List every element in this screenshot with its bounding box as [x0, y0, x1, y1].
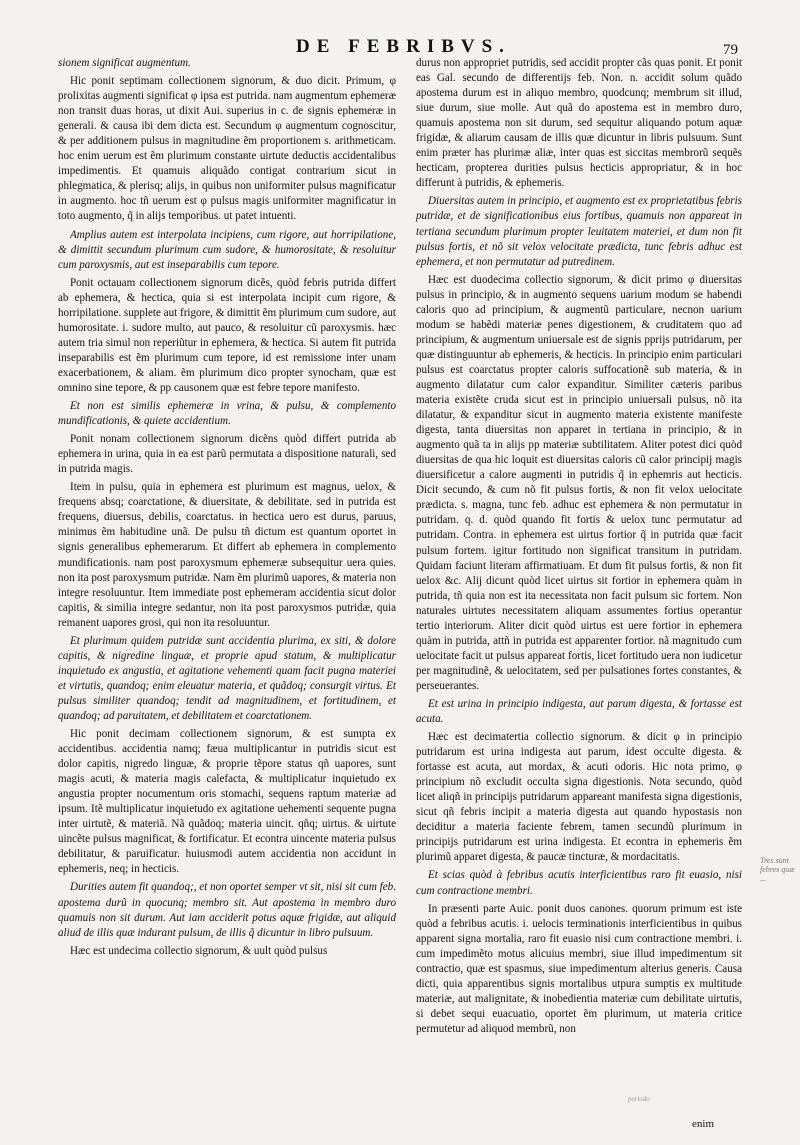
right-column	[416, 56, 742, 1040]
commentary-paragraph: Hic ponit septimam collectionem signorum, & duo dicit. Primum, φ prolixitas augmenti significat φ ipsa est putrida. nam augmentum ephemeræ non transit duas horas, ut dixit Aui. superius in c. de signis ephemeræ in generali. & causa ibi dem dicta est. Secundum φ augmentum cognoscitur, & per additionem pulsus in magnitudine ẽm proportionem s. arithmeticam. hoc enim uerum est ẽm plurimum constante uirtute deductis accidentalibus impedimentis. Et quamuis aliquãdo contigat contrarium sicut in phlegmatica, & plerisq; alijs, in quibus non uniformiter pulsus magnificatur in augmento. hoc tñ uerum est φ pulsus magis uniformiter magnificatur in toto augmento, q̃ in alijs temporibus. ut patet intuenti.	[58, 75, 396, 223]
avicenna-text-paragraph: Et est urina in principio indigesta, aut parum digesta, & fortasse est acuta.	[416, 697, 742, 726]
avicenna-text-paragraph: sionem significat augmentum.	[58, 57, 191, 69]
catchword: enim	[692, 1118, 714, 1130]
avicenna-text-paragraph: Diuersitas autem in principio, et augmento est ex proprietatibus febris putridæ, et de significationibus eius fortibus, quamuis non appareat in tertiana secundum plurimum propter leuitatem materiei, et dum non fit pulsus fortis, et nõ sit velox velocitate prædicta, tunc febris adhuc est ephemera, et non permutatur ad putredinem.	[416, 195, 742, 268]
avicenna-text-paragraph: Durities autem fit quandoq;, et non oportet semper vt sit, nisi sit cum feb. apostema durũ in quocunq; membro sit. Aut apostema in membro duro quamuis non sit durum. Aut iam acciderit potus aquæ frigidæ, aut aliquid aliud de illis quæ indurant pulsum, de illis q̃ dicuntur in libro pulsuum.	[58, 881, 396, 939]
commentary-paragraph: Item in pulsu, quia in ephemera est plurimum est magnus, uelox, & frequens absq; coarctatione, & diuersitate, & debilitate. sed in putrida est frequens, diuersus, debilis, coarctatus. in hectica uero est durus, paruus, minimus ẽm habitudine unã. De pulsu tñ dictum est quantum oportet in signis generalibus ephemerarum. Et differt ab ephemera in complemento mundificationis. nam post paroxysmum ephemeræ subsequitur uera quies. non ita post paroxysmum putridæ. Nam ẽm plurimũ uapores, & materia non integre resoluuntur. Item immediate post ephemeram accidentia sicut dolor capitis, & similia integre sedantur, non ita post paroxysmos putridæ, quia remanent uapores grosi, qui non ita resoluuntur.	[58, 481, 396, 629]
running-title: DE FEBRIBVS.	[296, 36, 511, 57]
commentary-paragraph: Ponit octauam collectionem signorum dicẽs, quòd febris putrida differt ab ephemera, & hectica, quia si est interpolata incipit cum rigore, & horripilatione. supplete aut frigore, & dimittit ẽm plurimum cum sudore, aut humorositate. i. sudore multo, aut pauco, & resoluitur cũ paroxysmis. hæc autem tria simul non reperiũtur in ephemera, & hectica. Si autem fit putrida inseparabilis est ẽm plurimum cum tepore, id est remissione inter unam exacerbationem, & aliam. ẽm plurimum dico propter synocham, quæ est omnino sine tepore, & pp causonem quæ est febre tepore manifesto.	[58, 276, 396, 394]
commentary-paragraph: durus non appropriet putridis, sed accidit propter cãs quas ponit. Et ponit eas Gal. secundo de differentijs feb. Non. n. accidit solum quãdo apostema durum est in aliquo membro, quodcunq; membrum sit illud, siue durum, siue molle. Aut quã do apostema est in membro duro, quamuis apostema non sit durum, sed sequitur aliquando potum aquæ frigidæ, & aliarum causam de illis quæ dicuntur in libris pulsuum. Sunt enim præter has plurimæ aliæ, inter quas est siccitas membrorũ sequẽs hecticam, propterea durities pulsus hecticis appropriatur, & in hoc differunt à putridis, & ephemeris.	[416, 57, 742, 190]
avicenna-text-paragraph: Et non est similis ephemeræ in vrina, & pulsu, & complemento mundificationis, & quiete accidentium.	[58, 400, 396, 428]
commentary-paragraph: Hæc est decimatertia collectio signorum. & dicit φ in principio putridarum est urina indigesta aut parum, idest occulte digesta. & fortasse est acuta, aut mordax, & acuti odoris. Hic nota primo, φ principium nõ excludit occulta signa digestionis. Nota secundo, quòd licet aliqñ in principijs putridarum appareant manifesta signa digestionis, sicut qñ febris incipit a materia digesta aut quando hypostasis non deciditur a materia faciente febrem, tamen secundũ plurimum in principijs putridarum est urina indigesta. Et econtra in ephemeris ẽm plurimũ apparet digesta, & paucæ tincturæ, & mordacitatis.	[416, 731, 742, 864]
page-number: 79	[723, 42, 738, 58]
avicenna-text-paragraph: Amplius autem est interpolata incipiens, cum rigore, aut horripilatione, & dimittit secundum plurimum cum sudore, & humorositate, & resoluitur cum paroxysmis, aut est inseparabilis cum tepore.	[58, 228, 396, 271]
bleed-through-text: periodo	[628, 1095, 650, 1103]
commentary-paragraph: Ponit nonam collectionem signorum dicẽns quòd differt putrida ab ephemera in urina, quia in ea est parũ permutata a dispositione naturali, sed in putrida magis.	[58, 433, 396, 476]
commentary-paragraph: Hic ponit decimam collectionem signorum, & est sumpta ex accidentibus. accidentia namq; fæua multiplicantur in putridis sicut est dolor capitis, nigredo linguæ, & proprie tẽpore status qñ uapores, sunt magis acuti, & materia magis calefacta, & multiplicatur inquietudo ex angustia propter nocumentum oris stomachi, sequens raptum materiæ ad ipsum. Itẽ multiplicatur inquietudo ex agitatione uehementi sequente pugna inter uirtutẽ, & materiã. Nã quãdoq; materia uincit. qñq; uirtus. & uirtute uincẽte pulsus magnificat, & fortificatur. Et econtra uincente materia pulsus debilitatur, & paruificatur. huiusmodi autem accidentia non accidunt in ephemeris, neq; in hecticis.	[58, 728, 396, 876]
commentary-paragraph: Hæc est duodecima collectio signorum, & dicit primo φ diuersitas pulsus in principio, & in augmento sequens uarium modum se habendi caloris quo ad principium, & augmentũ particulare, necnon uarium modum se habẽdi materiæ penes digestionem, & cruditatem quo ad principium, & augmentum uniuersale est de signis pprijs putridarum, per quæ distinguuntur ab ephemeris, & hecticis. In principio enim particulari pulsus est coarctatus propter caloris suffocationẽ sub materia, & in augmento dilatatur cum calor expanditur. Similiter cæteris paribus materia existẽte cruda sicut est in principio uniuersali pulsus, nõ ita dilatatur, & expanditur sicut in augmento materia existente manifeste digesta, tanta diuersitas non apparet in tertiana in principio, & in augmento quã ta in alijs pp materiæ subtilitatem. Aliter potest dici quòd diuersitas de qua hic loquit est diuersitas caloris cũ calor principij magis diuersificetur a calore augmenti in putridis q̃ in ephemris aut hecticis. Dicit secundo, & cum nõ fit pulsus fortis, & non fit velox uelocitate prædicta. s. magna, tunc feb. adhuc est ephemera & non permutatur in putridam. q. d. quòd quando fit fortis & uelox tunc permutatur ad putridam. Contra. in ephemera est uirtus fortior q̃ in putrida quæ facit pulsum fortem. igitur fortitudo non significat transitum in putridam. Quidam faciunt literam affirmatiuam. Et dum fit pulsus fortis, & non fit uelox &c. Alij dicunt quòd licet uirtus sit fortior in ephemera quàm in putrida, tñ quia non est ita necessitata non facit pulsum sic fortem. Non naturales uirtutes necessitatem aliquam assumentes fortius operantur tertio interiorum. Aliter dicit quòd uirtus est uere fortior in ephemera quàm in putrida, attñ in putrida est apparenter fortior. nã magnitudo cum uelocitate facit ut pulsus appareat fortis, licet fortitudo uera non iudicetur per magnitudinẽ, & uelocitatem, sed per pulsationes fortes constantes, & perseuerantes.	[416, 273, 742, 692]
commentary-paragraph: Hæc est undecima collectio signorum, & uult quòd pulsus	[70, 944, 328, 957]
avicenna-text-paragraph: Et plurimum quidem putridæ sunt accidentia plurima, ex siti, & dolore capitis, & nigredine linguæ, et proprie apud statum, & multiplicatur inquietudo ex angustia, et agitatione vehementi quam facit pugna materiei et virtutis, quandoq; enim eleuatur materia, et quãdoq; consurgit virtus. Et pulsus similiter quandoq; tendit ad magnitudinem, et fortitudinem, et quandoq; ad paruitatem, et debilitatem et coarctationem.	[58, 634, 396, 722]
left-column	[58, 56, 396, 962]
margin-note: Tres sunt febres quæ ...	[760, 856, 795, 883]
avicenna-text-paragraph: Et scias quòd à febribus acutis interficientibus raro fit euasio, nisi cum contractione membri.	[416, 869, 742, 897]
commentary-paragraph: In præsenti parte Auic. ponit duos canones. quorum primum est iste quòd a febribus acutis. i. uelocis terminationis interficientibus in quibus apparent signa mortalia, raro fit euasio nisi cum contractione membri. i. cum impedimẽto motus alicuius membri, siue illud impedimentum sit contractio, quæ est spasmus, siue impedimentum alterius generis. Causa dicti, quia apparentibus signis mortalibus utpura sumptis ex multitude materiæ, aut malignitate, & inobedientia materiæ cum debilitate uirtutis, si debet sequi euacuatio, oportet ẽm plurimum, ut materia critice permutetur ad aliquod membrũ, non	[416, 902, 742, 1035]
